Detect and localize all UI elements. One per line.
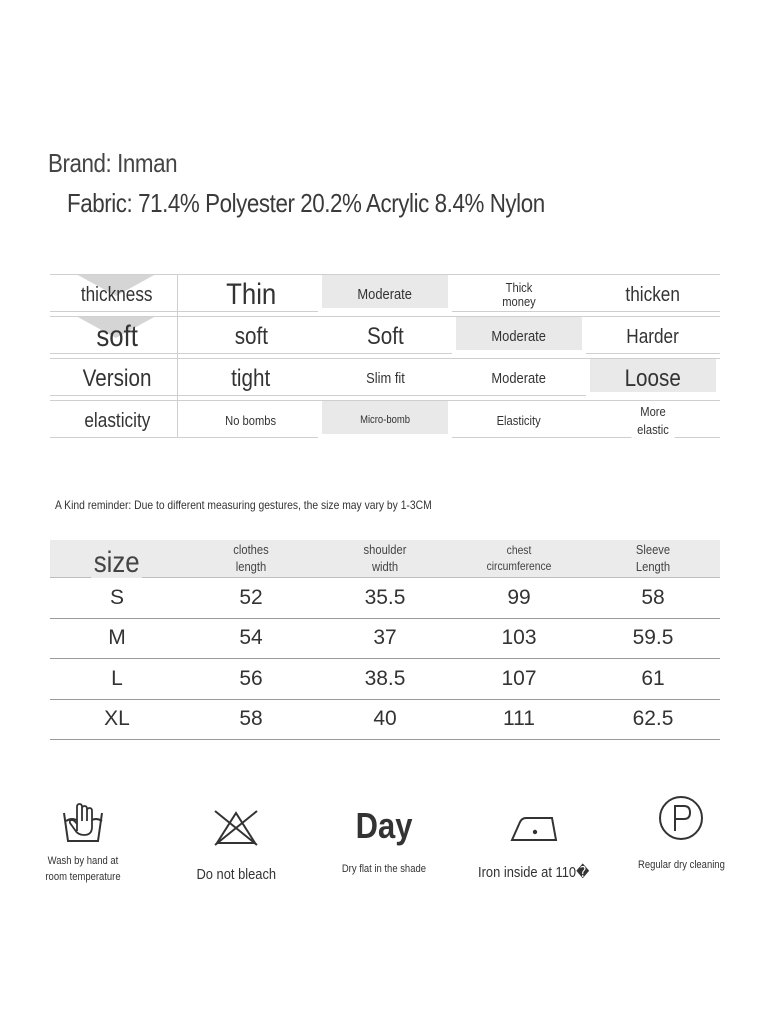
size-table <box>50 540 720 740</box>
attribute-row-thickness <box>50 274 720 316</box>
cell-chest: 111 <box>503 707 535 731</box>
attribute-option-selected: Micro-bomb <box>318 400 452 442</box>
cell-chest: 99 <box>507 585 531 609</box>
size-reminder: A Kind reminder: Due to different measuring gestures, the size may vary by 1-3CM <box>55 498 432 512</box>
attribute-option-selected: Moderate <box>318 274 452 316</box>
care-dry-clean: Regular dry cleaning <box>606 786 756 874</box>
attribute-option: Slim fit <box>318 358 452 400</box>
cell-clothes-length: 54 <box>239 626 263 650</box>
cell-size: L <box>111 666 123 690</box>
cell-shoulder-width: 40 <box>373 707 397 731</box>
attribute-option: Elasticity <box>452 400 586 442</box>
cell-chest: 107 <box>501 666 537 690</box>
attribute-row-soft <box>50 316 720 358</box>
cell-size: XL <box>104 707 130 731</box>
header-clothes-length: clothes length <box>184 540 318 578</box>
attribute-option: Thin <box>184 274 318 316</box>
hand-wash-icon <box>8 790 158 854</box>
attribute-option: Soft <box>318 316 452 358</box>
brand-text: Brand: Inman <box>48 148 178 178</box>
header-shoulder-width: shoulder width <box>318 540 452 578</box>
cell-clothes-length: 52 <box>239 585 263 609</box>
cell-sleeve: 58 <box>641 585 665 609</box>
cell-clothes-length: 56 <box>239 666 263 690</box>
attribute-row-version <box>50 358 720 400</box>
table-row <box>50 700 720 741</box>
cell-shoulder-width: 37 <box>373 626 397 650</box>
care-dry-flat: Day Dry flat in the shade <box>309 794 459 878</box>
attribute-option: tight <box>184 358 318 400</box>
no-bleach-icon <box>161 796 311 860</box>
table-row <box>50 578 720 619</box>
cell-shoulder-width: 38.5 <box>364 666 406 690</box>
cell-size: S <box>109 585 124 609</box>
header-size: size <box>50 540 184 578</box>
table-row <box>50 659 720 700</box>
attribute-option: More elastic <box>586 400 720 442</box>
attribute-option: Moderate <box>452 358 586 400</box>
attribute-option-selected: Moderate <box>452 316 586 358</box>
care-no-bleach: Do not bleach <box>161 796 311 886</box>
attribute-label: Version <box>50 358 184 400</box>
iron-icon <box>459 794 609 858</box>
cell-sleeve: 61 <box>641 666 665 690</box>
attribute-option: soft <box>184 316 318 358</box>
day-text-icon: Day <box>355 805 413 846</box>
header-chest-circumference: chest circumference <box>452 540 586 578</box>
header-sleeve-length: Sleeve Length <box>586 540 720 578</box>
attribute-option: Thick money <box>452 274 586 316</box>
attribute-option: No bombs <box>184 400 318 442</box>
cell-clothes-length: 58 <box>239 707 263 731</box>
dry-clean-icon <box>606 786 756 850</box>
care-hand-wash: Wash by hand at room temperature <box>8 790 158 886</box>
care-iron: Iron inside at 110� <box>459 794 609 884</box>
cell-shoulder-width: 35.5 <box>364 585 406 609</box>
attribute-option: Harder <box>586 316 720 358</box>
attribute-option-selected: Loose <box>586 358 720 400</box>
attribute-label: elasticity <box>50 400 184 442</box>
attribute-label: thickness <box>50 274 184 316</box>
cell-size: M <box>108 626 126 650</box>
attribute-table <box>50 274 720 442</box>
cell-chest: 103 <box>501 626 537 650</box>
size-table-header <box>50 540 720 578</box>
attribute-label: soft <box>50 316 184 358</box>
attribute-row-elasticity <box>50 400 720 442</box>
attribute-option: thicken <box>586 274 720 316</box>
cell-sleeve: 62.5 <box>632 707 674 731</box>
table-row <box>50 619 720 660</box>
fabric-composition: Fabric: 71.4% Polyester 20.2% Acrylic 8.4% Nylon <box>67 188 545 218</box>
cell-sleeve: 59.5 <box>632 626 674 650</box>
